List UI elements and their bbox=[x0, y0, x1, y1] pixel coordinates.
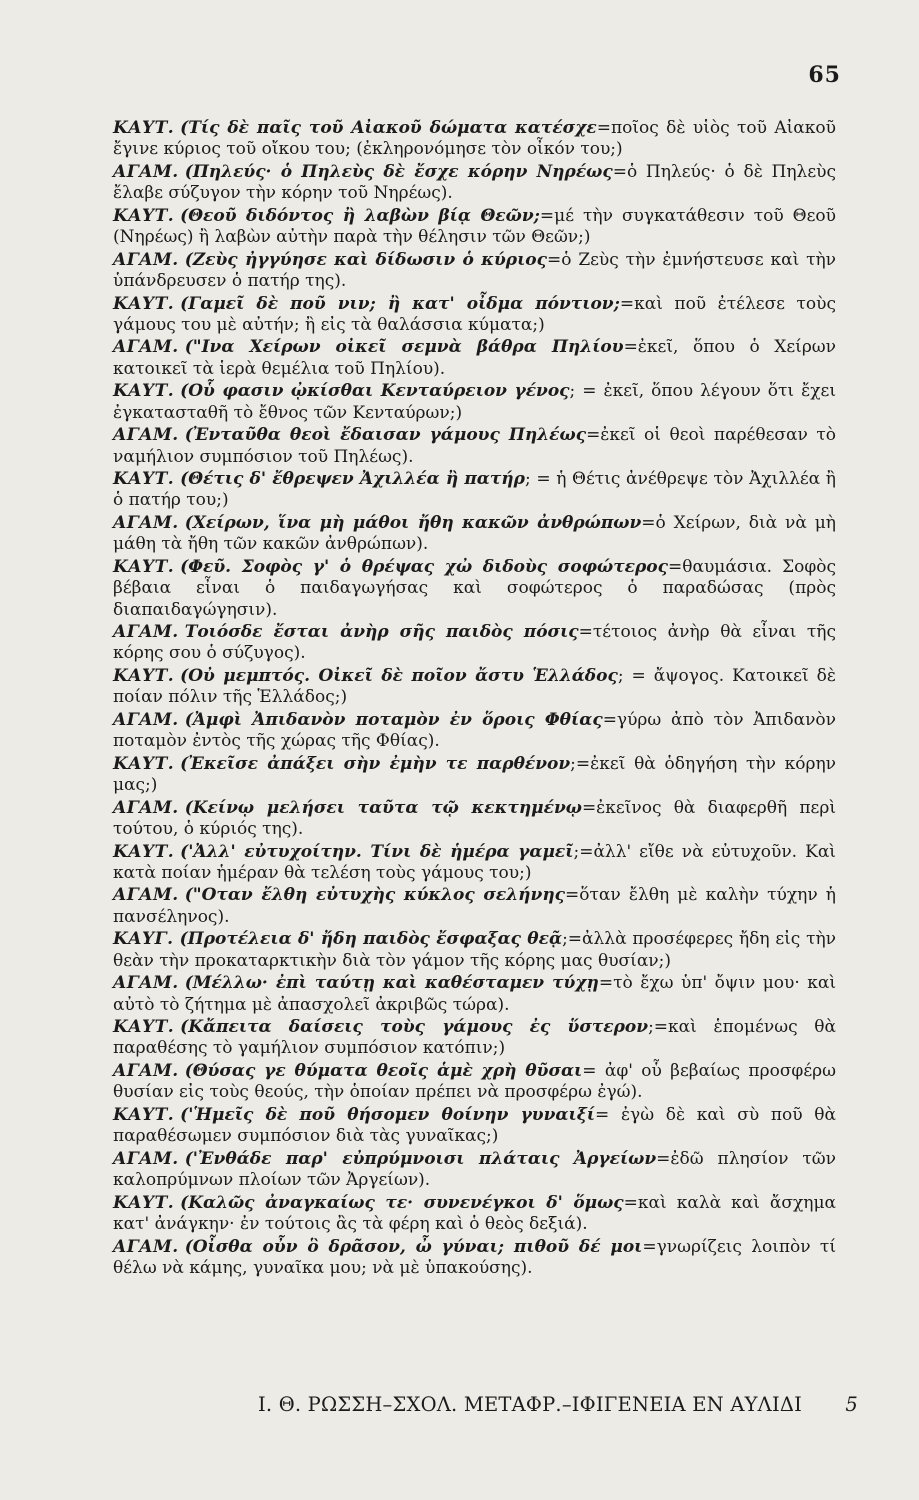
speaker-label: ΑΓΑΜ. bbox=[113, 1061, 179, 1081]
original-text: (Ἐκεῖσε ἀπάξει σὴν ἐμὴν τε παρθένον bbox=[180, 753, 571, 774]
speaker-label: ΚΑΥΤ. bbox=[113, 205, 175, 226]
original-text: (Θεοῦ διδόντος ἢ λαβὼν βίᾳ Θεῶν; bbox=[180, 205, 540, 226]
original-text: (Χείρων, ἵνα μὴ μάθοι ἤθη κακῶν ἀνθρώπων bbox=[184, 513, 642, 534]
original-text: (Οὗ φασιν ᾠκίσθαι Κενταύρειον γένος bbox=[180, 381, 570, 402]
speaker-label: ΑΓΑΜ. bbox=[113, 797, 179, 818]
translation-text: =ἐκεῖ, ὅπου ὁ Χείρων κατοικεῖ τὰ ἱερὰ θεμέλια τοῦ Πηλίου). bbox=[113, 337, 837, 379]
dialogue-line bbox=[113, 1149, 836, 1192]
original-text: (Γαμεῖ δὲ ποῦ νιν; ἢ κατ' οἶδμα πόντιον; bbox=[180, 293, 620, 314]
dialogue-line bbox=[113, 1017, 836, 1060]
dialogue-line bbox=[113, 973, 836, 1016]
speaker-label: ΑΓΑΜ. bbox=[113, 973, 179, 994]
speaker-label: ΚΑΥΤ. bbox=[113, 753, 175, 774]
dialogue-line bbox=[113, 513, 836, 556]
dialogue-line bbox=[113, 1061, 836, 1104]
speaker-label: ΑΓΑΜ. bbox=[113, 1236, 179, 1257]
speaker-label: ΚΑΥΤ. bbox=[113, 1017, 175, 1038]
dialogue-line bbox=[113, 118, 836, 161]
translation-text: =γνωρίζεις λοιπὸν τί θέλω νὰ κάμης, γυναῖκα μου; νὰ μὲ ὑπακούσης). bbox=[113, 1236, 837, 1278]
dialogue-line bbox=[113, 206, 836, 249]
dialogue-line bbox=[113, 1105, 836, 1148]
dialogue-line bbox=[113, 1193, 836, 1236]
dialogue-line bbox=[113, 666, 836, 709]
translation-text: ;=ἀλλὰ προσέφερες ἤδη εἰς τὴν θεὰν τὴν προκαταρκτικὴν διὰ τὸν γάμον τῆς κόρης μας θυσίαν;) bbox=[113, 929, 837, 971]
dialogue-line bbox=[113, 885, 836, 928]
speaker-label: ΑΓΑΜ. bbox=[113, 1148, 179, 1169]
dialogue-line bbox=[113, 842, 836, 885]
translation-text: =ὁ Ζεὺς τὴν ἐμνήστευσε καὶ τὴν ὑπάνδρευσεν ὁ πατήρ της). bbox=[113, 249, 836, 291]
dialogue-line bbox=[113, 710, 836, 753]
original-text: (Οὐ μεμπτός. Οἰκεῖ δὲ ποῖον ἄστυ Ἑλλάδος bbox=[180, 665, 618, 686]
original-text: ('Ἡμεῖς δὲ ποῦ θήσομεν θοίνην γυναιξί bbox=[180, 1104, 596, 1125]
original-text: (Ζεὺς ἠγγύησε καὶ δίδωσιν ὁ κύριος bbox=[184, 249, 547, 270]
speaker-label: ΚΑΥΤ. bbox=[113, 293, 175, 314]
translation-text: =καὶ καλὰ καὶ ἄσχημα κατ' ἀνάγκην· ἐν τούτοις ἂς τὰ φέρη καὶ ὁ θεὸς δεξιά). bbox=[113, 1192, 836, 1234]
footer-title: Ι. Θ. ΡΩΣΣΗ–ΣΧΟΛ. ΜΕΤΑΦΡ.–ΙΦΙΓΕΝΕΙΑ ΕΝ ΑΥΛΙΔΙ bbox=[258, 1393, 803, 1416]
original-text: (Μέλλω· ἐπὶ ταύτῃ καὶ καθέσταμεν τύχῃ bbox=[184, 973, 599, 994]
speaker-label: ΑΓΑΜ. bbox=[113, 622, 179, 643]
original-text: Τοιόσδε ἔσται ἀνὴρ σῆς παιδὸς πόσις bbox=[184, 622, 579, 643]
dialogue-line bbox=[113, 294, 836, 337]
dialogue-line bbox=[113, 337, 836, 380]
dialogue-line bbox=[113, 754, 836, 797]
speaker-label: ΚΑΥΤ. bbox=[113, 1104, 175, 1125]
original-text: ("Ινα Χείρων οἰκεῖ σεμνὰ βάθρα Πηλίου bbox=[184, 337, 624, 358]
translation-text: =καὶ ποῦ ἐτέλεσε τοὺς γάμους του μὲ αὐτήν; ἢ εἰς τὰ θαλάσσια κύματα;) bbox=[113, 293, 836, 335]
speaker-label: ΑΓΑΜ. bbox=[113, 425, 179, 446]
original-text: ('Ἐνθάδε παρ' εὐπρύμνοισι πλάταις Ἀργείων bbox=[184, 1148, 657, 1169]
speaker-label: ΑΓΑΜ. bbox=[113, 161, 179, 182]
translation-text: = ἀφ' οὗ βεβαίως προσφέρω θυσίαν εἰς τοὺς θεούς, τὴν ὁποίαν πρέπει νὰ προσφέρω ἐγώ). bbox=[113, 1061, 836, 1103]
dialogue-line bbox=[113, 250, 836, 293]
original-text: (Θέτις δ' ἔθρεψεν Ἀχιλλέα ἢ πατήρ bbox=[180, 469, 525, 490]
original-text: (Ἐνταῦθα θεοὶ ἔδαισαν γάμους Πηλέως bbox=[184, 425, 587, 446]
signature-mark: 5 bbox=[845, 1393, 858, 1416]
speaker-label: ΚΑΥΤ. bbox=[113, 118, 175, 138]
original-text: (Τίς δὲ παῖς τοῦ Αἰακοῦ δώματα κατέσχε bbox=[180, 118, 597, 138]
translation-text: =ποῖος δὲ υἱὸς τοῦ Αἰακοῦ ἔγινε κύριος τοῦ οἴκου του; (ἐκληρονόμησε τὸν οἶκόν του;) bbox=[113, 118, 836, 160]
speaker-label: ΚΑΥΤ. bbox=[113, 1192, 175, 1213]
original-text: (Φεῦ. Σοφὸς γ' ὁ θρέψας χὠ διδοὺς σοφώτερος bbox=[180, 556, 668, 577]
speaker-label: ΑΓΑΜ. bbox=[113, 337, 179, 358]
translation-text: =ὁ Χείρων, διὰ νὰ μὴ μάθη τὰ ἤθη τῶν κακῶν ἀνθρώπων). bbox=[113, 513, 836, 555]
original-text: (Οἶσθα οὖν ὃ δρᾶσον, ὦ γύναι; πιθοῦ δέ μοι bbox=[184, 1236, 643, 1257]
dialogue-line bbox=[113, 1237, 836, 1280]
page-footer bbox=[258, 1393, 858, 1416]
translation-text: ; = ἡ Θέτις ἀνέθρεψε τὸν Ἀχιλλέα ἢ ὁ πατήρ του;) bbox=[113, 469, 836, 511]
original-text: (Θύσας γε θύματα θεοῖς ἁμὲ χρὴ θῦσαι bbox=[184, 1061, 583, 1081]
translation-text: =ἐκεῖ οἱ θεοὶ παρέθεσαν τὸ ναμήλιον συμπόσιον τοῦ Πηλέως). bbox=[113, 425, 836, 467]
original-text: (Προτέλεια δ' ἤδη παιδὸς ἔσφαξας θεᾷ bbox=[179, 929, 563, 950]
page-number: 65 bbox=[808, 62, 841, 88]
dialogue-line bbox=[113, 425, 836, 468]
speaker-label: ΚΑΥΓ. bbox=[113, 929, 174, 950]
dialogue-line bbox=[113, 622, 836, 665]
translation-text: =ὅταν ἔλθη μὲ καλὴν τύχην ἡ πανσέληνος). bbox=[113, 885, 836, 927]
original-text: (Ἀμφὶ Ἀπιδανὸν ποταμὸν ἐν ὅροις Φθίας bbox=[184, 709, 603, 730]
dialogue bbox=[113, 118, 836, 1318]
translation-text: =ἐδῶ πλησίον τῶν καλοπρύμνων πλοίων τῶν Ἀργείων). bbox=[113, 1148, 836, 1191]
original-text: (Κείνῳ μελήσει ταῦτα τῷ κεκτημένῳ bbox=[184, 797, 582, 818]
speaker-label: ΑΓΑΜ. bbox=[113, 513, 179, 534]
speaker-label: ΚΑΥΤ. bbox=[113, 381, 175, 402]
speaker-label: ΚΑΥΤ. bbox=[113, 556, 175, 577]
speaker-label: ΑΓΑΜ. bbox=[113, 709, 179, 730]
dialogue-line bbox=[113, 381, 836, 424]
translation-text: =μέ τὴν συγκατάθεσιν τοῦ Θεοῦ (Νηρέως) ἢ λαβὼν αὐτὴν παρὰ τὴν θέλησιν τῶν Θεῶν;) bbox=[113, 205, 836, 248]
speaker-label: ΚΑΥΤ. bbox=[113, 469, 175, 490]
translation-text: =τέτοιος ἀνὴρ θὰ εἶναι τῆς κόρης σου ὁ σύζυγος). bbox=[113, 622, 836, 664]
translation-text: ;=καὶ ἑπομένως θὰ παραθέσης τὸ γαμήλιον συμπόσιον κατόπιν;) bbox=[113, 1017, 836, 1059]
original-text: (Κἄπειτα δαίσεις τοὺς γάμους ἐς ὕστερον bbox=[180, 1017, 649, 1038]
translation-text: ; = ἄψογος. Κατοικεῖ δὲ ποίαν πόλιν τῆς Ἑλλάδος;) bbox=[113, 665, 836, 708]
dialogue-line bbox=[113, 469, 836, 512]
translation-text: =ὁ Πηλεύς· ὁ δὲ Πηλεὺς ἔλαβε σύζυγον τὴν κόρην τοῦ Νηρέως). bbox=[113, 161, 836, 204]
original-text: ('Ἀλλ' εὐτυχοίτην. Τίνι δὲ ἡμέρα γαμεῖ bbox=[180, 841, 574, 862]
original-text: (Καλῶς ἀναγκαίως τε· συνενέγκοι δ' ὅμως bbox=[180, 1192, 624, 1213]
dialogue-line bbox=[113, 557, 836, 621]
original-text: (Πηλεύς· ὁ Πηλεὺς δὲ ἔσχε κόρην Νηρέως bbox=[184, 161, 613, 182]
speaker-label: ΚΑΥΤ. bbox=[113, 841, 175, 862]
translation-text: ; = ἐκεῖ, ὅπου λέγουν ὅτι ἔχει ἐγκατασταθῆ τὸ ἔθνος τῶν Κενταύρων;) bbox=[113, 381, 836, 423]
dialogue-line bbox=[113, 162, 836, 205]
speaker-label: ΑΓΑΜ. bbox=[113, 885, 179, 906]
translation-text: =θαυμάσια. Σοφὸς βέβαια εἶναι ὁ παιδαγωγήσας καὶ σοφώτερος ὁ παραδώσας (πρὸς διαπαιδαγώγησιν). bbox=[113, 556, 836, 620]
translation-text: = ἐγὼ δὲ καὶ σὺ ποῦ θὰ παραθέσωμεν συμπόσιον διὰ τὰς γυναῖκας;) bbox=[113, 1104, 836, 1147]
translation-text: =τὸ ἔχω ὑπ' ὄψιν μου· καὶ αὐτὸ τὸ ζήτημα μὲ ἀπασχολεῖ ἀκριβῶς τώρα). bbox=[113, 973, 836, 1015]
translation-text: =γύρω ἀπὸ τὸν Ἀπιδανὸν ποταμὸν ἐντὸς τῆς χώρας τῆς Φθίας). bbox=[113, 709, 837, 752]
translation-text: =ἐκεῖνος θὰ διαφερθῆ περὶ τούτου, ὁ κύριός της). bbox=[113, 797, 836, 839]
dialogue-line bbox=[113, 798, 836, 841]
translation-text: ;=ἐκεῖ θὰ ὁδηγήση τὴν κόρην μας;) bbox=[113, 753, 837, 796]
dialogue-line bbox=[113, 929, 836, 972]
translation-text: ;=ἀλλ' εἴθε νὰ εὐτυχοῦν. Καὶ κατὰ ποίαν ἡμέραν θὰ τελέση τοὺς γάμους του;) bbox=[113, 841, 836, 883]
speaker-label: ΑΓΑΜ. bbox=[113, 249, 179, 270]
original-text: ("Οταν ἔλθη εὐτυχὴς κύκλος σελήνης bbox=[184, 885, 566, 906]
speaker-label: ΚΑΥΤ. bbox=[113, 665, 175, 686]
